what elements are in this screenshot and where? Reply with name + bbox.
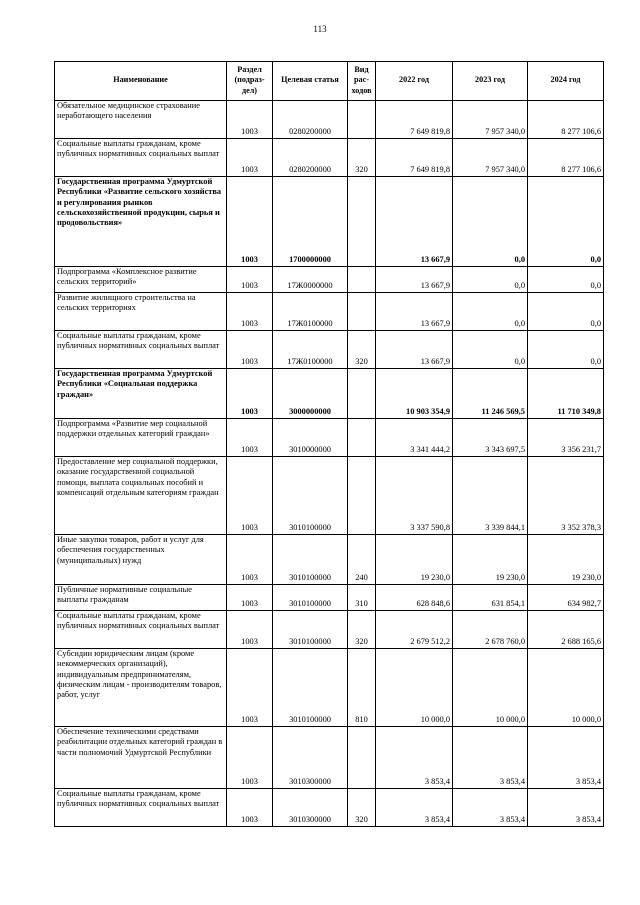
cell-y2024: 2 688 165,6 xyxy=(528,611,604,649)
cell-type xyxy=(348,101,376,139)
cell-y2023: 2 678 760,0 xyxy=(453,611,528,649)
cell-name: Субсидии юридическим лицам (кроме некоммерческих организаций), индивидуальным предпринимателям, физическим лицам - производителям товаров, работ, услуг xyxy=(55,649,227,727)
cell-type: 810 xyxy=(348,649,376,727)
cell-section: 1003 xyxy=(227,267,273,293)
cell-target: 0280200000 xyxy=(273,101,348,139)
table-header-row xyxy=(55,62,604,101)
cell-target: 17Ж0100000 xyxy=(273,331,348,369)
cell-section: 1003 xyxy=(227,649,273,727)
cell-name: Публичные нормативные социальные выплаты гражданам xyxy=(55,585,227,611)
table-row xyxy=(55,585,604,611)
cell-type: 240 xyxy=(348,535,376,585)
cell-section: 1003 xyxy=(227,139,273,177)
table-row xyxy=(55,457,604,535)
cell-name: Социальные выплаты гражданам, кроме публичных нормативных социальных выплат xyxy=(55,611,227,649)
table-row xyxy=(55,267,604,293)
cell-y2022: 3 337 590,8 xyxy=(376,457,453,535)
cell-y2024: 3 853,4 xyxy=(528,789,604,827)
page-number: 113 xyxy=(313,24,327,34)
cell-section: 1003 xyxy=(227,331,273,369)
table-row xyxy=(55,419,604,457)
cell-y2024: 10 000,0 xyxy=(528,649,604,727)
cell-type: 320 xyxy=(348,331,376,369)
table-row xyxy=(55,727,604,789)
cell-target: 3010100000 xyxy=(273,457,348,535)
cell-name: Обеспечение техническими средствами реабилитации отдельных категорий граждан в части полномочий Удмуртской Республики xyxy=(55,727,227,789)
table-row xyxy=(55,101,604,139)
budget-table xyxy=(54,61,604,827)
cell-y2023: 0,0 xyxy=(453,177,528,267)
cell-section: 1003 xyxy=(227,101,273,139)
cell-y2022: 10 000,0 xyxy=(376,649,453,727)
cell-name: Социальные выплаты гражданам, кроме публичных нормативных социальных выплат xyxy=(55,789,227,827)
table-row xyxy=(55,331,604,369)
cell-target: 1700000000 xyxy=(273,177,348,267)
cell-section: 1003 xyxy=(227,535,273,585)
table-row xyxy=(55,789,604,827)
cell-y2023: 3 343 697,5 xyxy=(453,419,528,457)
cell-name: Иные закупки товаров, работ и услуг для обеспечения государственных (муниципальных) нужд xyxy=(55,535,227,585)
cell-y2024: 8 277 106,6 xyxy=(528,101,604,139)
cell-type: 320 xyxy=(348,139,376,177)
cell-y2022: 2 679 512,2 xyxy=(376,611,453,649)
cell-target: 3010100000 xyxy=(273,585,348,611)
cell-y2024: 0,0 xyxy=(528,177,604,267)
cell-type xyxy=(348,727,376,789)
cell-name: Государственная программа Удмуртской Республики «Социальная поддержка граждан» xyxy=(55,369,227,419)
cell-name: Развитие жилищного строительства на сельских территориях xyxy=(55,293,227,331)
cell-y2022: 13 667,9 xyxy=(376,267,453,293)
header-2023: 2023 год xyxy=(453,62,528,101)
cell-y2024: 19 230,0 xyxy=(528,535,604,585)
header-2022: 2022 год xyxy=(376,62,453,101)
cell-y2022: 7 649 819,8 xyxy=(376,139,453,177)
cell-type xyxy=(348,419,376,457)
cell-section: 1003 xyxy=(227,457,273,535)
cell-target: 3010100000 xyxy=(273,611,348,649)
cell-section: 1003 xyxy=(227,177,273,267)
cell-y2024: 3 853,4 xyxy=(528,727,604,789)
header-section: Раздел (подраз-дел) xyxy=(227,62,273,101)
cell-y2023: 7 957 340,0 xyxy=(453,139,528,177)
cell-y2022: 3 341 444,2 xyxy=(376,419,453,457)
cell-target: 3010300000 xyxy=(273,789,348,827)
table-row xyxy=(55,293,604,331)
cell-y2023: 10 000,0 xyxy=(453,649,528,727)
cell-y2023: 11 246 569,5 xyxy=(453,369,528,419)
cell-target: 17Ж0100000 xyxy=(273,293,348,331)
cell-type xyxy=(348,457,376,535)
header-target: Целевая статья xyxy=(273,62,348,101)
cell-y2022: 13 667,9 xyxy=(376,177,453,267)
cell-type xyxy=(348,177,376,267)
cell-y2022: 19 230,0 xyxy=(376,535,453,585)
cell-name: Государственная программа Удмуртской Республики «Развитие сельского хозяйства и регулирования рынков сельскохозяйственной продукции, сырья и продовольствия» xyxy=(55,177,227,267)
cell-y2023: 631 854,1 xyxy=(453,585,528,611)
table-row xyxy=(55,369,604,419)
cell-type xyxy=(348,369,376,419)
cell-y2022: 13 667,9 xyxy=(376,293,453,331)
cell-target: 3010100000 xyxy=(273,535,348,585)
cell-target: 0280200000 xyxy=(273,139,348,177)
cell-name: Социальные выплаты гражданам, кроме публичных нормативных социальных выплат xyxy=(55,139,227,177)
cell-section: 1003 xyxy=(227,585,273,611)
cell-y2024: 3 352 378,3 xyxy=(528,457,604,535)
cell-y2023: 7 957 340,0 xyxy=(453,101,528,139)
cell-y2022: 13 667,9 xyxy=(376,331,453,369)
cell-y2023: 3 339 844,1 xyxy=(453,457,528,535)
cell-type: 320 xyxy=(348,789,376,827)
cell-y2022: 7 649 819,8 xyxy=(376,101,453,139)
cell-type: 320 xyxy=(348,611,376,649)
table-row xyxy=(55,611,604,649)
cell-type: 310 xyxy=(348,585,376,611)
cell-target: 17Ж0000000 xyxy=(273,267,348,293)
cell-type xyxy=(348,293,376,331)
table-body xyxy=(55,101,604,827)
cell-y2024: 3 356 231,7 xyxy=(528,419,604,457)
cell-name: Предоставление мер социальной поддержки, оказание государственной социальной помощи, выплата социальных пособий и компенсаций отдельным категориям граждан xyxy=(55,457,227,535)
cell-y2022: 3 853,4 xyxy=(376,727,453,789)
cell-section: 1003 xyxy=(227,369,273,419)
header-type: Вид рас-ходов xyxy=(348,62,376,101)
cell-y2022: 628 848,6 xyxy=(376,585,453,611)
cell-y2023: 0,0 xyxy=(453,331,528,369)
cell-section: 1003 xyxy=(227,727,273,789)
cell-name: Подпрограмма «Комплексное развитие сельских территорий» xyxy=(55,267,227,293)
cell-y2024: 634 982,7 xyxy=(528,585,604,611)
cell-y2022: 3 853,4 xyxy=(376,789,453,827)
cell-y2023: 3 853,4 xyxy=(453,727,528,789)
cell-type xyxy=(348,267,376,293)
cell-target: 3010000000 xyxy=(273,419,348,457)
cell-y2023: 19 230,0 xyxy=(453,535,528,585)
header-name: Наименование xyxy=(55,62,227,101)
cell-y2024: 8 277 106,6 xyxy=(528,139,604,177)
cell-y2024: 11 710 349,8 xyxy=(528,369,604,419)
cell-y2023: 3 853,4 xyxy=(453,789,528,827)
table-row xyxy=(55,649,604,727)
cell-name: Социальные выплаты гражданам, кроме публичных нормативных социальных выплат xyxy=(55,331,227,369)
cell-y2024: 0,0 xyxy=(528,267,604,293)
cell-target: 3010300000 xyxy=(273,727,348,789)
cell-section: 1003 xyxy=(227,419,273,457)
cell-y2023: 0,0 xyxy=(453,293,528,331)
cell-y2024: 0,0 xyxy=(528,293,604,331)
table-row xyxy=(55,139,604,177)
cell-y2023: 0,0 xyxy=(453,267,528,293)
cell-target: 3000000000 xyxy=(273,369,348,419)
cell-y2022: 10 903 354,9 xyxy=(376,369,453,419)
cell-name: Обязательное медицинское страхование неработающего населения xyxy=(55,101,227,139)
cell-target: 3010100000 xyxy=(273,649,348,727)
table-row xyxy=(55,535,604,585)
cell-section: 1003 xyxy=(227,611,273,649)
cell-name: Подпрограмма «Развитие мер социальной поддержки отдельных категорий граждан» xyxy=(55,419,227,457)
table-row xyxy=(55,177,604,267)
cell-section: 1003 xyxy=(227,789,273,827)
cell-section: 1003 xyxy=(227,293,273,331)
header-2024: 2024 год xyxy=(528,62,604,101)
cell-y2024: 0,0 xyxy=(528,331,604,369)
